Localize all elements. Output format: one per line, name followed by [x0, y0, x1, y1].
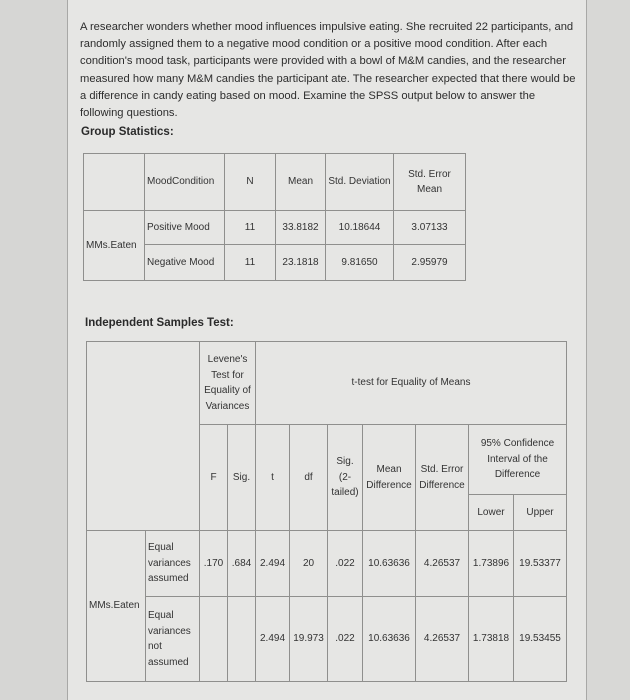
header-std-error-difference: Std. Error Difference [416, 425, 469, 531]
empty-header-cell [84, 154, 145, 211]
f-cell [200, 597, 228, 682]
header-t: t [256, 425, 290, 531]
lower-cell: 1.73896 [469, 531, 514, 597]
header-mean-difference: Mean Difference [363, 425, 416, 531]
df-cell: 20 [290, 531, 328, 597]
header-ttest: t-test for Equality of Means [256, 342, 567, 425]
header-upper: Upper [514, 495, 567, 531]
independent-samples-heading: Independent Samples Test: [85, 317, 234, 329]
table-header-row [87, 342, 567, 425]
sig2-cell: .022 [328, 597, 363, 682]
header-sig: Sig. [228, 425, 256, 531]
se-diff-cell: 4.26537 [416, 597, 469, 682]
right-margin-panel [586, 0, 630, 700]
header-n: N [225, 154, 276, 211]
left-margin-panel [0, 0, 68, 700]
sig-cell: .684 [228, 531, 256, 597]
condition-cell: Positive Mood [145, 211, 225, 245]
upper-cell: 19.53377 [514, 531, 567, 597]
df-cell: 19.973 [290, 597, 328, 682]
se-cell: 3.07133 [394, 211, 466, 245]
document-page [68, 0, 586, 700]
table-row [87, 531, 567, 597]
variable-label: MMs.Eaten [87, 531, 146, 682]
n-cell: 11 [225, 245, 276, 281]
t-cell: 2.494 [256, 597, 290, 682]
n-cell: 11 [225, 211, 276, 245]
header-std-error-mean: Std. Error Mean [394, 154, 466, 211]
header-sig-2-tailed: Sig. (2-tailed) [328, 425, 363, 531]
table-row [87, 597, 567, 682]
independent-samples-table [86, 341, 567, 682]
mean-cell: 33.8182 [276, 211, 326, 245]
table-header-row [84, 154, 466, 211]
table-row [84, 211, 466, 245]
header-f: F [200, 425, 228, 531]
sd-cell: 9.81650 [326, 245, 394, 281]
header-df: df [290, 425, 328, 531]
t-cell: 2.494 [256, 531, 290, 597]
header-mean: Mean [276, 154, 326, 211]
row-label: Equal variances assumed [146, 531, 200, 597]
lower-cell: 1.73818 [469, 597, 514, 682]
se-diff-cell: 4.26537 [416, 531, 469, 597]
mean-cell: 23.1818 [276, 245, 326, 281]
sig2-cell: .022 [328, 531, 363, 597]
f-cell: .170 [200, 531, 228, 597]
question-intro-text: A researcher wonders whether mood influences impulsive eating. She recruited 22 participants, and randomly assigned them to a negative mood condition or a positive mood condition. After each condition's mood task, participants were provided with a bowl of M&M candies, and the researcher measured how many M&M candies the participant ate. The researcher expected that there would be a difference in candy eating based on mood. Examine the SPSS output below to answer the following questions. [80, 21, 576, 120]
condition-cell: Negative Mood [145, 245, 225, 281]
sig-cell [228, 597, 256, 682]
se-cell: 2.95979 [394, 245, 466, 281]
sd-cell: 10.18644 [326, 211, 394, 245]
header-levene: Levene's Test for Equality of Variances [200, 342, 256, 425]
group-statistics-table [83, 153, 466, 281]
header-lower: Lower [469, 495, 514, 531]
empty-header-cell [87, 342, 200, 531]
upper-cell: 19.53455 [514, 597, 567, 682]
row-label: Equal variances not assumed [146, 597, 200, 682]
mean-diff-cell: 10.63636 [363, 531, 416, 597]
group-statistics-heading: Group Statistics: [81, 126, 174, 138]
variable-label: MMs.Eaten [84, 211, 145, 281]
header-std-deviation: Std. Deviation [326, 154, 394, 211]
mean-diff-cell: 10.63636 [363, 597, 416, 682]
header-confidence-interval: 95% Confidence Interval of the Difference [469, 425, 567, 495]
header-moodcondition: MoodCondition [145, 154, 225, 211]
